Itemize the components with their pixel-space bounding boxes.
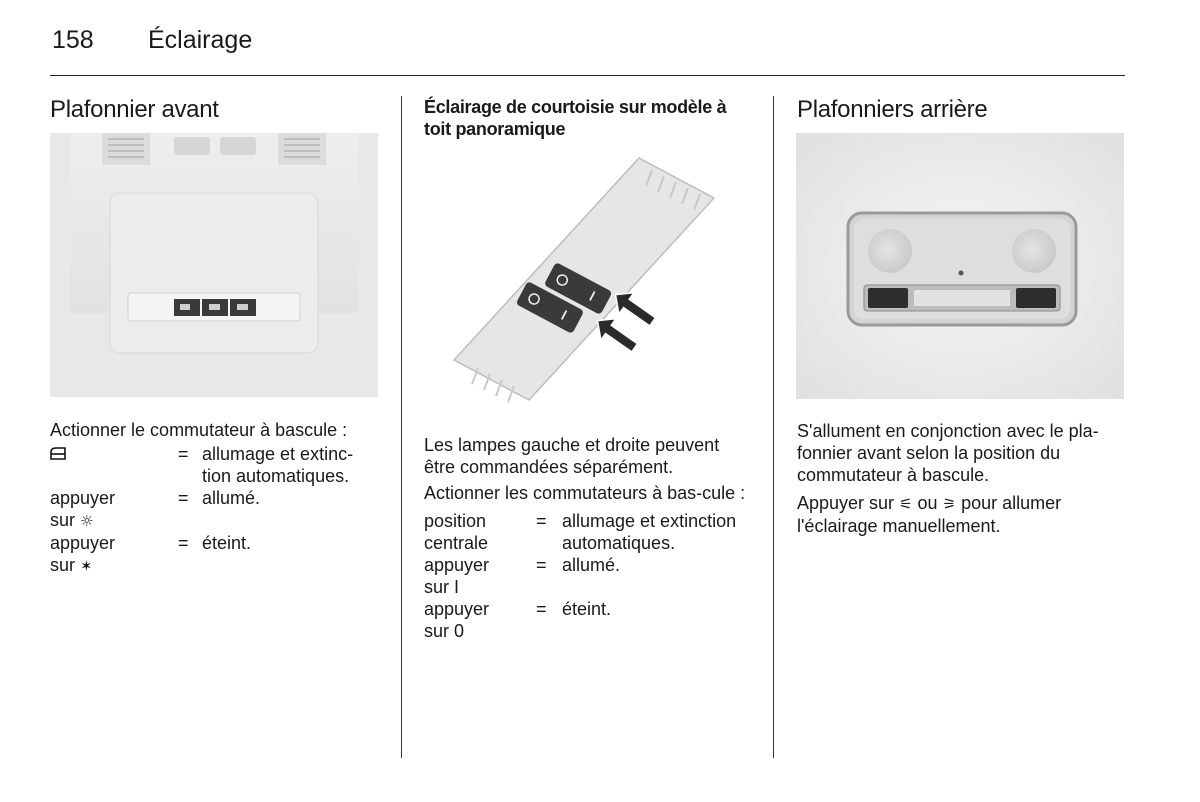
paragraph: S'allument en conjonction avec le pla-fonnier avant selon la position du commutateur à bascule.: [797, 421, 1099, 485]
column-divider-2: [773, 96, 774, 758]
page-header: [52, 26, 252, 55]
definition-row: [50, 487, 353, 532]
definition-row: [424, 554, 736, 598]
column-front-light: [50, 96, 380, 124]
definition-term: appuyer sur I: [424, 555, 490, 597]
definition-term: appuyer sur 0: [424, 599, 490, 641]
definition-row: [424, 598, 736, 642]
definition-row: [50, 532, 353, 577]
paragraph: Les lampes gauche et droite peuvent être commandées séparément.: [424, 435, 720, 477]
right-reading-light-icon: ⚞: [942, 495, 957, 513]
definition-eq: =: [536, 555, 547, 575]
definition-text: allumé.: [562, 555, 621, 575]
definition-term: [50, 487, 178, 532]
definition-term: [50, 443, 178, 487]
text-fragment: Appuyer sur: [797, 493, 895, 513]
definition-text: allumage et extinc- tion automatiques.: [202, 444, 354, 486]
definition-eq: =: [536, 599, 547, 619]
definition-row: [50, 443, 353, 487]
definition-term: [50, 532, 178, 577]
paragraph-manual: [797, 492, 1127, 537]
section-heading: Plafonniers arrière: [797, 96, 988, 123]
definition-term-text: appuyer sur: [50, 488, 116, 530]
left-reading-light-icon: ⚟: [899, 495, 913, 513]
rear-light-illustration: [796, 133, 1124, 399]
definition-text: éteint.: [562, 599, 612, 619]
light-off-icon: ✶: [80, 557, 93, 575]
definition-eq: =: [178, 533, 189, 553]
courtesy-light-text: [424, 434, 754, 642]
definition-table: [50, 443, 353, 577]
definition-text: allumé.: [202, 488, 261, 508]
header-rule: [50, 75, 1125, 76]
front-light-illustration: [50, 133, 378, 397]
definition-text: allumage et extinction automatiques.: [562, 511, 737, 553]
page-number: 158: [52, 26, 94, 54]
section-heading: Plafonnier avant: [50, 96, 219, 123]
definition-row: [424, 510, 736, 554]
definition-term: position centrale: [424, 511, 489, 553]
courtesy-light-illustration: [424, 150, 752, 414]
light-on-icon: ☼: [80, 512, 94, 530]
definition-term-text: appuyer sur: [50, 533, 116, 575]
section-heading: Éclairage de courtoisie sur modèle à toit panoramique: [424, 97, 727, 139]
definition-table: [424, 510, 736, 642]
column-courtesy-light: [424, 96, 754, 140]
column-divider-1: [401, 96, 402, 758]
definition-eq: =: [178, 444, 189, 464]
front-light-text: [50, 419, 380, 577]
definition-eq: =: [536, 511, 547, 531]
intro-text: Actionner le commutateur à bascule :: [50, 420, 348, 440]
rear-light-text: [797, 420, 1127, 537]
text-fragment: pour allumer l'éclairage manuellement.: [797, 493, 1062, 536]
text-fragment: ou: [917, 493, 938, 513]
definition-text: éteint.: [202, 533, 252, 553]
definition-eq: =: [178, 488, 189, 508]
paragraph: Actionner les commutateurs à bas-cule :: [424, 483, 746, 503]
door-icon: [50, 447, 66, 461]
page-title: Éclairage: [148, 26, 253, 54]
column-rear-light: [797, 96, 1127, 124]
